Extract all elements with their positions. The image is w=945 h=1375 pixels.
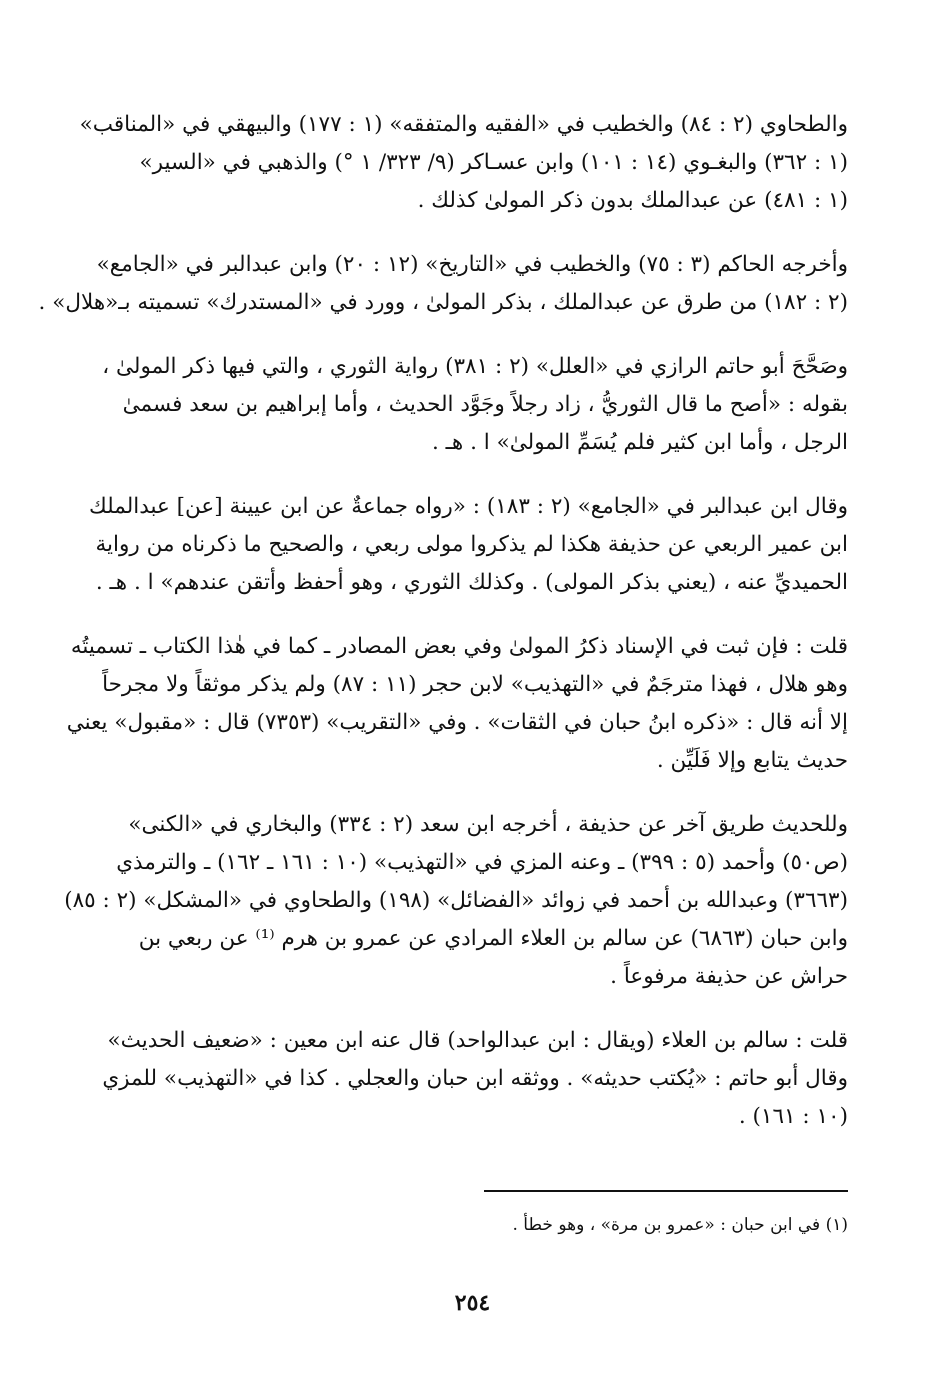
- text-line: وقال أبو حاتم : «يُكتب حديثه» . ووثقه ابن حبان والعجلي . كذا في «التهذيب» للمزي: [102, 1066, 848, 1091]
- text-line: (١٠ : ١٦١) .: [738, 1104, 848, 1129]
- text-line: وقال ابن عبدالبر في «الجامع» (٢ : ١٨٣) : «رواه جماعةٌ عن ابن عيينة [عن] عبدالملك: [89, 494, 848, 519]
- text-line: وصَحَّحَ أبو حاتم الرازي في «العلل» (٢ : ٣٨١) رواية الثوري ، والتي فيها ذكر المولىٰ ،: [102, 354, 848, 379]
- text-line: (٢ : ١٨٢) من طرق عن عبدالملك ، بذكر المولىٰ ، وورد في «المستدرك» تسميته بـ«هلال» .: [38, 290, 848, 315]
- paragraph-4: [89, 488, 848, 602]
- text-line: الحميديِّ عنه ، (يعني بذكر المولى) . وكذلك الثوري ، وهو أحفظ وأتقن عندهم» ا . هـ .: [95, 570, 848, 595]
- text-line: قلت : سالم بن العلاء (ويقال : ابن عبدالواحد) قال عنه ابن معين : «ضعيف الحديث»: [107, 1028, 848, 1053]
- text-line: حراش عن حذيفة مرفوعاً .: [610, 964, 848, 989]
- paragraph-1: [79, 106, 848, 220]
- paragraph-3: [92, 348, 848, 462]
- text-line: ابن عمير الربعي عن حذيفة هكذا لم يذكروا مولى ربعي ، والصحيح ما ذكرناه من رواية: [95, 532, 848, 557]
- text-line: إلا أنه قال : «ذكره ابنُ حبان في الثقات» . وفي «التقريب» (٧٣٥٣) قال : «مقبول» يعني: [66, 710, 848, 735]
- text-line: وابن حبان (٦٨٦٣) عن سالم بن العلاء المرادي عن عمرو بن هرم ⁽¹⁾ عن ربعي بن: [138, 926, 848, 951]
- text-line: (١ : ٤٨١) عن عبدالملك بدون ذكر المولىٰ كذلك .: [417, 188, 848, 213]
- paragraph-5: [66, 628, 848, 780]
- text-line: (ص٥٠) وأحمد (٥ : ٣٩٩) ـ وعنه المزي في «التهذيب» (١٠ : ١٦١ ـ ١٦٢) ـ والترمذي: [116, 850, 848, 875]
- paragraph-7: [92, 1022, 848, 1136]
- page-number: ٢٥٤: [454, 1290, 491, 1316]
- paragraph-6: [64, 806, 848, 996]
- footnote-divider: [484, 1190, 848, 1192]
- footnote: (١) في ابن حبان : «عمرو بن مرة» ، وهو خطأ .: [512, 1215, 848, 1235]
- text-line: حديث يتابع وإلا فَلَيِّن .: [656, 748, 848, 773]
- text-line: وللحديث طريق آخر عن حذيفة ، أخرجه ابن سعد (٢ : ٣٣٤) والبخاري في «الكنى»: [128, 812, 848, 837]
- body-text: [38, 106, 848, 1162]
- paragraph-2: [38, 246, 848, 322]
- text-line: وهو هلال ، فهذا مترجَمٌ في «التهذيب» لابن حجر (١١ : ٨٧) ولم يذكر موثقاً ولا مجرحاً: [102, 672, 848, 697]
- text-line: (٣٦٦٣) وعبدالله بن أحمد في زوائد «الفضائل» (١٩٨) والطحاوي في «المشكل» (٢ : ٨٥): [64, 888, 848, 913]
- text-line: وأخرجه الحاكم (٣ : ٧٥) والخطيب في «التاريخ» (١٢ : ٢٠) وابن عبدالبر في «الجامع»: [96, 252, 848, 277]
- text-line: بقوله : «أصح ما قال الثوريُّ ، زاد رجلاً وجَوَّد الحديث ، وأما إبراهيم بن سعد فسمىٰ: [122, 392, 848, 417]
- text-line: الرجل ، وأما ابن كثير فلم يُسَمِّ المولىٰ» ا . هـ .: [431, 430, 848, 455]
- text-line: قلت : فإن ثبت في الإسناد ذكرُ المولىٰ وفي بعض المصادر ـ كما في هٰذا الكتاب ـ تسميتُه: [70, 634, 848, 659]
- text-line: (١ : ٣٦٢) والبغـوي (١٤ : ١٠١) وابن عسـاكر (٩/ ٣٢٣/ ١ °) والذهبي في «السير»: [139, 150, 848, 175]
- text-line: والطحاوي (٢ : ٨٤) والخطيب في «الفقيه والمتفقه» (١ : ١٧٧) والبيهقي في «المناقب»: [79, 112, 848, 137]
